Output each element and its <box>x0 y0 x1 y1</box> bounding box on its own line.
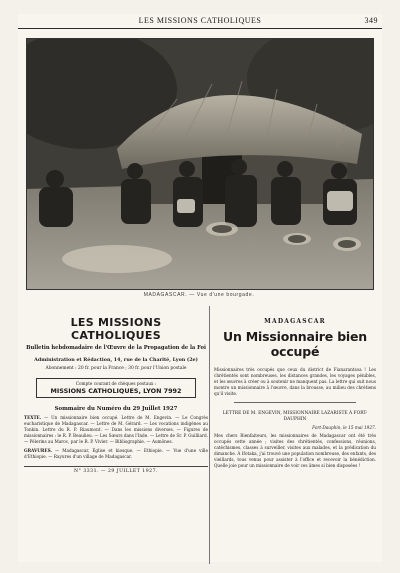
running-header <box>18 14 382 29</box>
column-divider <box>209 306 210 564</box>
page-number: 349 <box>364 16 378 25</box>
summary-gravures-label: GRAVURES. <box>24 448 52 453</box>
article-column <box>214 306 376 469</box>
postal-account-label: Compte courant de chèques postaux : <box>75 381 157 386</box>
letter-heading: LETTRE DE M. ENGEVIN, MISSIONNAIRE LAZARISTE À FORT-DAUPHIN <box>222 411 368 422</box>
article-section: MADAGASCAR <box>264 318 326 325</box>
running-title: LES MISSIONS CATHOLIQUES <box>138 16 262 25</box>
summary-text-label: TEXTE. <box>24 415 42 420</box>
summary-text: — Un missionnaire bien occupé. Lettre de M. Engevin. — Le Congrès eucharistique de Madagascar. — Lettre de M. Gérard. — Les vocations indigènes au Tonkin. Lettre du R. P. Riaumont. — Dans les missions diverses. — Figures de missionnaires : le R. P. Beaulieu. — Les Sœurs dans l'Inde. — Lettre de Sr. P. Guilliard. — Pèlerins au Maroc, par le R. P. Vivier. — Bibliographie. — Aumônes. <box>24 415 208 444</box>
postal-account-value: MISSIONS CATHOLIQUES, LYON 7992 <box>50 387 182 395</box>
summary-contents <box>24 415 208 460</box>
village-photo-illustration <box>27 39 373 289</box>
article-headline: Un Missionnaire bien occupé <box>223 329 367 359</box>
subscription-info: Abonnement : 20 fr. pour la France ; 30 fr. pour l'Union postale <box>45 366 187 371</box>
photo-caption: MADAGASCAR. — Vue d'une bourgade. <box>143 292 255 298</box>
newspaper-page <box>18 14 382 562</box>
article-intro: Missionnaires très occupés que ceux du district de Fianarantsoa ! Les chrétientés sont nombreuses, les distances grandes, les voyages pénibles, et les œuvres à créer ou à soutenir ne manquent pas. La lettre qui suit nous montre un missionnaire à l'œuvre, dans la brousse, au milieu des chrétiens qu'il visite. <box>214 367 376 396</box>
article-body: Mes chers Bienfaiteurs, les missionnaires de Madagascar ont été très occupés cette année ; visites des chrétientés, confessions, réunions, catéchismes, classes à surveiller, visites aux malades, et la prédication du dimanche. À Ifotaka, j'ai trouvé une population nombreuse, des enfants, des vieillards, tous venus pour assister à l'office et recevoir la bénédiction. Quelle joie pour un missionnaire de voir ces âmes si bien disposées ! <box>214 433 376 468</box>
issue-line: N° 3331. — 29 JUILLET 1927. <box>24 466 208 474</box>
summary-title: Sommaire du Numéro du 29 Juillet 1927 <box>54 406 178 412</box>
masthead-subtitle: Bulletin hebdomadaire de l'Œuvre de la Propagation de la Foi <box>26 345 206 351</box>
masthead-address: Administration et Rédaction, 14, rue de la Charité, Lyon (2e) <box>34 357 198 363</box>
letter-dateline: Fort-Dauphin, le 15 mai 1927. <box>312 425 376 430</box>
masthead-column <box>24 306 208 474</box>
article-rule <box>234 402 356 403</box>
village-photo <box>26 38 374 290</box>
postal-account-box <box>36 378 196 398</box>
masthead-title: LES MISSIONS CATHOLIQUES <box>70 316 162 342</box>
summary-gravures: — Madagascar, Église et kiosque. — Ethiopie. — Vue d'une ville d'Ethiopie. — Rayures d'un village de Madagascar. <box>24 448 208 459</box>
